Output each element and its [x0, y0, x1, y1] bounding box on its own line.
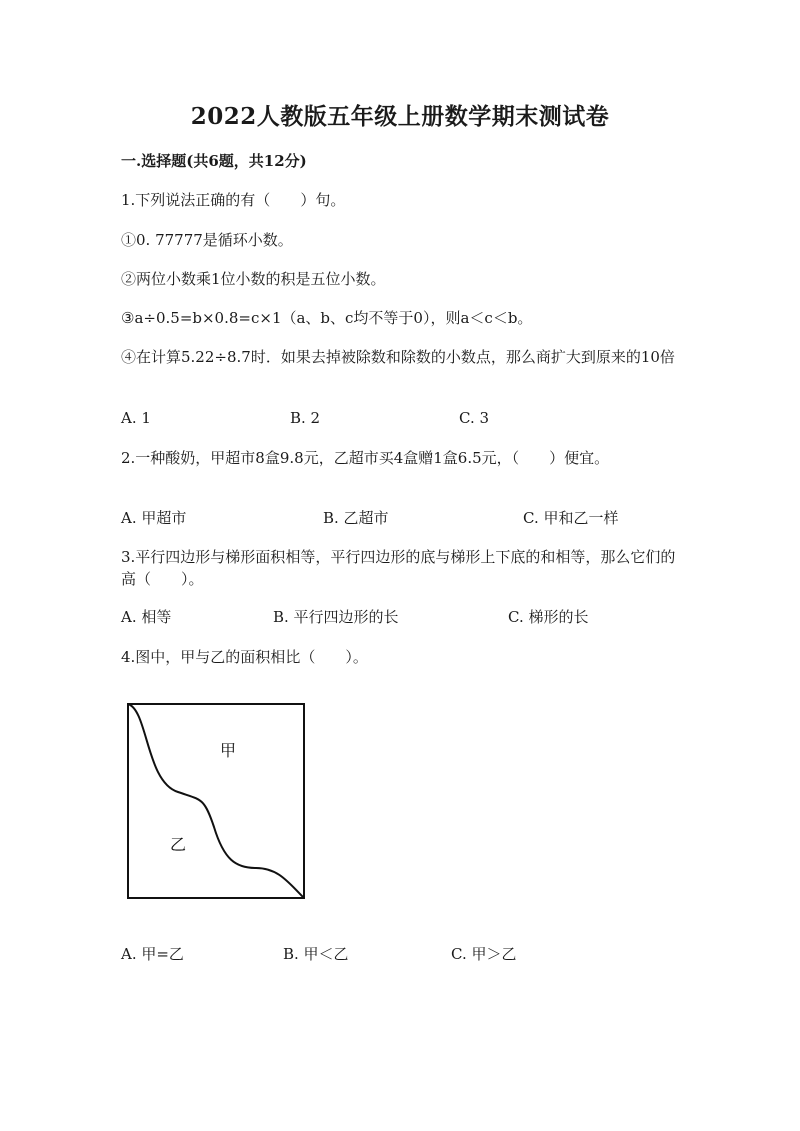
question-1-stem: 1.下列说法正确的有（ ）句。 — [121, 191, 346, 209]
question-4-option-b[interactable]: B. 甲＜乙 — [283, 945, 349, 963]
question-2-stem: 2.一种酸奶，甲超市8盒9.8元，乙超市买4盒赠1盒6.5元，（ ）便宜。 — [121, 449, 610, 467]
question-1-option-c[interactable]: C. 3 — [459, 409, 490, 427]
question-3-stem: 3.平行四边形与梯形面积相等，平行四边形的底与梯形上下底的和相等，那么它们的高（ ）。 — [121, 548, 676, 588]
question-3-option-c[interactable]: C. 梯形的长 — [508, 608, 589, 626]
section-heading: 一.选择题(共6题，共12分) — [121, 152, 307, 170]
question-2-option-c[interactable]: C. 甲和乙一样 — [523, 509, 619, 527]
question-3-option-a[interactable]: A. 相等 — [121, 608, 172, 626]
question-4-option-c[interactable]: C. 甲＞乙 — [451, 945, 517, 963]
question-1-option-a[interactable]: A. 1 — [121, 409, 151, 427]
figure-dividing-curve — [128, 704, 304, 898]
question-1-statement-1: ①0. 77777是循环小数。 — [121, 231, 293, 249]
question-4-stem: 4.图中，甲与乙的面积相比（ ）。 — [121, 648, 368, 666]
question-1-option-b[interactable]: B. 2 — [290, 409, 321, 427]
question-1-statement-3: ③a÷0.5=b×0.8=c×1（a、b、c均不等于0），则a＜c＜b。 — [121, 309, 533, 327]
question-2-option-b[interactable]: B. 乙超市 — [323, 509, 389, 527]
question-1-statement-2: ②两位小数乘1位小数的积是五位小数。 — [121, 270, 386, 288]
figure-square-outline — [128, 704, 304, 898]
question-4-option-a[interactable]: A. 甲=乙 — [121, 945, 184, 963]
area-comparison-diagram — [126, 702, 306, 900]
figure-label-yi: 乙 — [170, 835, 187, 854]
area-comparison-figure — [126, 702, 306, 900]
question-3-option-b[interactable]: B. 平行四边形的长 — [273, 608, 399, 626]
figure-label-jia: 甲 — [220, 741, 237, 760]
question-2-option-a[interactable]: A. 甲超市 — [121, 509, 187, 527]
page-title: 2022人教版五年级上册数学期末测试卷 — [190, 103, 610, 130]
question-1-statement-4: ④在计算5.22÷8.7时．如果去掉被除数和除数的小数点，那么商扩大到原来的10倍 — [121, 348, 675, 366]
